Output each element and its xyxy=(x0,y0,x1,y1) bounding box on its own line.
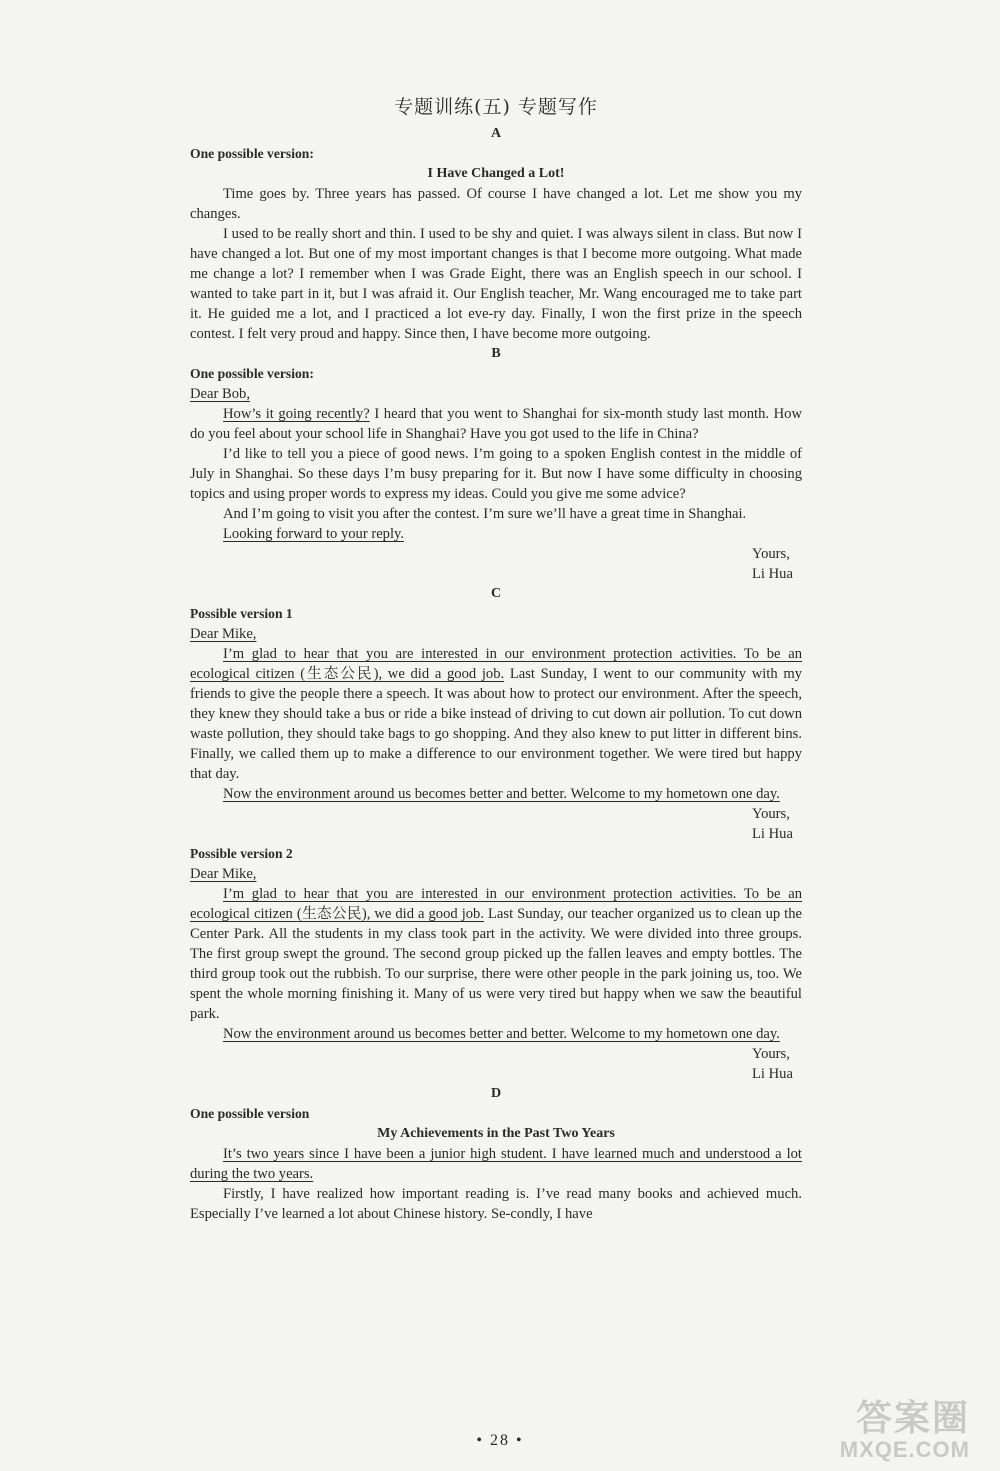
section-a-paragraph-1: Time goes by. Three years has passed. Of course I have changed a lot. Let me show you my changes. xyxy=(190,186,802,222)
section-a-title: I Have Changed a Lot! xyxy=(427,166,565,181)
section-d-label: One possible version xyxy=(190,1106,310,1121)
watermark-line-2: MXQE.COM xyxy=(839,1437,970,1462)
watermark-line-1: 答案圈 xyxy=(855,1397,970,1438)
section-c-v1-body xyxy=(190,644,802,784)
section-c-v2-body xyxy=(190,884,802,1024)
section-c-v2-label: Possible version 2 xyxy=(190,846,293,861)
section-b-sign-name: Li Hua xyxy=(752,566,793,582)
section-a-heading: A xyxy=(490,126,502,141)
section-b-closing xyxy=(190,524,802,544)
page-title: 专题训练(五) 专题写作 xyxy=(394,96,598,118)
section-b-paragraph-2: I’d like to tell you a piece of good news. I’m going to a spoken English contest in the middle of July in Shanghai. So these days I’m busy preparing for it. But now I have some difficulty in choosing topics and using proper words to express my ideas. Could you give me some advice? xyxy=(190,446,802,502)
page-number: • 28 • xyxy=(476,1432,524,1449)
section-d-paragraph-1 xyxy=(190,1144,802,1184)
section-b-heading: B xyxy=(491,346,501,361)
section-c-v2-signature xyxy=(190,1044,802,1084)
section-b-label: One possible version: xyxy=(190,366,314,381)
section-c-v2-body-text: Last Sunday, our teacher organized us to clean up the Center Park. All the students in my class took part in the activity. We were divided into three groups. The first group swept the ground. The second group picked up the fallen leaves and empty bottles. The third group took out the rubbish. To our surprise, there were other people in the park joining us, too. We spent the whole morning finishing it. Many of us were very tired but happy when we saw the beautiful park. xyxy=(190,906,802,1022)
content xyxy=(190,92,802,1224)
section-b-sign-yours: Yours, xyxy=(752,546,790,562)
section-b-closing-line: Looking forward to your reply. xyxy=(223,526,405,542)
section-c-v2-greeting: Dear Mike, xyxy=(190,866,257,882)
section-c-v2-sign-yours: Yours, xyxy=(752,1046,790,1062)
section-d-title: My Achievements in the Past Two Years xyxy=(377,1126,615,1141)
section-c-v2-sign-name: Li Hua xyxy=(752,1066,793,1082)
section-c-v1-sign-yours: Yours, xyxy=(752,806,790,822)
section-b-paragraph-1 xyxy=(190,404,802,444)
section-c-heading: C xyxy=(490,586,502,601)
section-d-paragraph-2: Firstly, I have realized how important reading is. I’ve read many books and achieved much. Especially I’ve learned a lot about Chinese history. Se-condly, I have xyxy=(190,1186,802,1222)
section-c-v1-opening: I’m glad to hear that you are interested in our environment protection activities. To be an ecological citizen (生态公民), we did a good job. xyxy=(190,646,802,682)
section-a-label: One possible version: xyxy=(190,146,314,161)
section-c-v1-label: Possible version 1 xyxy=(190,606,293,621)
watermark-logo xyxy=(840,1399,970,1463)
section-b-greeting: Dear Bob, xyxy=(190,386,250,402)
section-d-opening: It’s two years since I have been a junior high student. I have learned much and understood a lot during the two years. xyxy=(190,1146,802,1182)
section-c-v2-opening: I’m glad to hear that you are interested in our environment protection activities. To be an ecological citizen (生态公民), we did a good job. xyxy=(190,886,802,922)
section-c-v1-closing xyxy=(190,784,802,804)
section-c-v1-greeting: Dear Mike, xyxy=(190,626,257,642)
section-c-v2-closing-text: Now the environment around us becomes better and better. Welcome to my hometown one day. xyxy=(223,1026,780,1042)
section-c-v2-closing xyxy=(190,1024,802,1044)
section-d-heading: D xyxy=(490,1086,502,1101)
section-b-opening: How’s it going recently? xyxy=(223,406,370,422)
section-b-signature xyxy=(190,544,802,584)
section-c-v1-closing-text: Now the environment around us becomes better and better. Welcome to my hometown one day. xyxy=(223,786,780,802)
section-c-v1-sign-name: Li Hua xyxy=(752,826,793,842)
section-b-paragraph-3: And I’m going to visit you after the contest. I’m sure we’ll have a great time in Shanghai. xyxy=(223,506,747,522)
section-c-v1-body-text: Last Sunday, I went to our community with my friends to give the people there a speech. It was about how to protect our environment. After the speech, they knew they should take a bus or ride a bike instead of driving to cut down air pollution. To cut down waste pollution, they should take bags to go shopping. And they also knew to put litter in different bins. Finally, we called them up to make a difference to our environment together. We were tired but happy that day. xyxy=(190,666,802,782)
section-a-paragraph-2: I used to be really short and thin. I used to be shy and quiet. I was always silent in class. But now I have changed a lot. But one of my most important changes is that I become more outgoing. What made me change a lot? I remember when I was Grade Eight, there was an English speech in our school. I wanted to take part in it, but I was afraid it. Our English teacher, Mr. Wang encouraged me to take part it. He guided me a lot, and I practiced a lot eve-ry day. Finally, I won the first prize in the speech contest. I felt very proud and happy. Since then, I have become more outgoing. xyxy=(190,226,802,342)
section-c-v1-signature xyxy=(190,804,802,844)
section-b-paragraph-1-rest: I heard that you went to Shanghai for six-month study last month. How do you feel about your school life in Shanghai? Have you got used to the life in China? xyxy=(190,406,802,442)
